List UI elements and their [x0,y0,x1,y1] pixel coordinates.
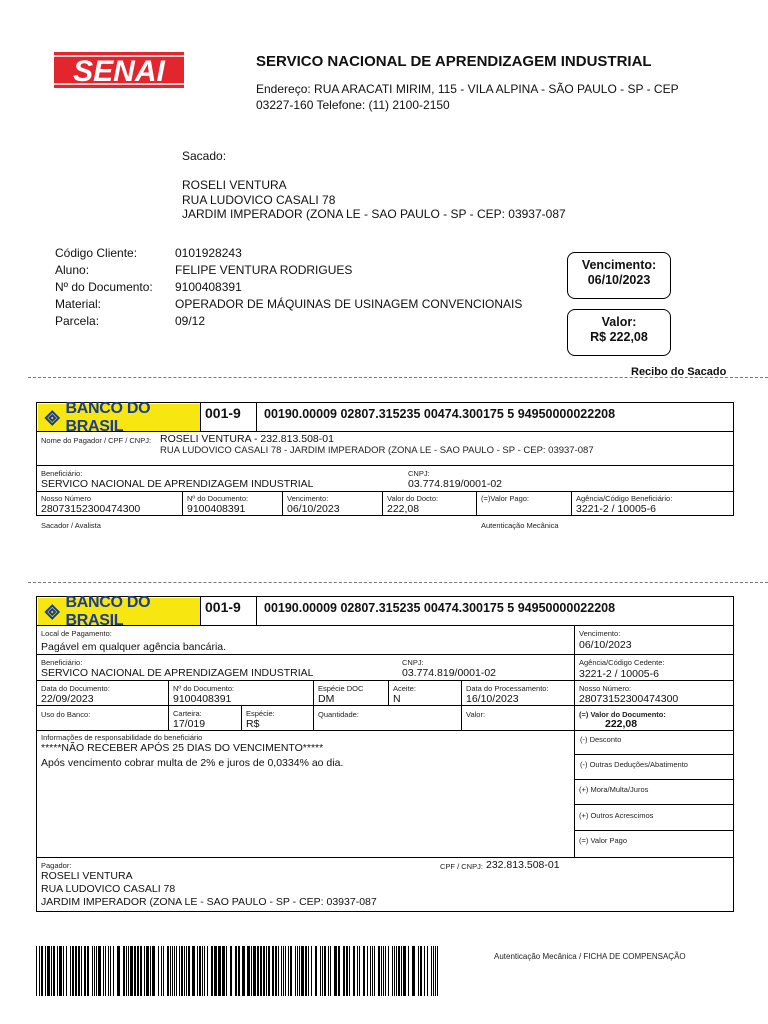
slip-valor-doc-label: (=) Valor do Documento: [579,710,666,719]
slip-local-pag-value: Pagável em qualquer agência bancária. [41,641,227,653]
slip-beneficiario-label: Beneficiário: [41,658,83,667]
detail-value: 09/12 [175,314,206,328]
receipt-vencimento-value: 06/10/2023 [287,503,340,515]
slip-vencimento-label: Vencimento: [579,629,621,638]
bank-logo-name: BANCO DO BRASIL [65,399,151,435]
slip-valor-pago-label: (=) Valor Pago [579,836,628,845]
receipt-nosso-numero-label: Nosso Número [41,494,92,503]
receipt-beneficiario-label: Beneficiário: [41,469,83,478]
receipt-valor-doc-value: 222,08 [387,503,420,515]
detail-value: 0101928243 [175,246,242,260]
slip-valor-label: Valor: [466,710,486,719]
bank-logo-icon [44,409,61,427]
detail-value: FELIPE VENTURA RODRIGUES [175,263,353,277]
receipt-pagador-label: Nome do Pagador / CPF / CNPJ: [41,436,152,445]
receipt-valor-pago-label: (=)Valor Pago: [481,494,530,503]
slip-cpf-value: 232.813.508-01 [486,859,560,871]
org-name: SERVICO NACIONAL DE APRENDIZAGEM INDUSTRIAL [256,53,652,70]
receipt-agencia-label: Agência/Código Beneficiário: [576,494,673,503]
bank-logo [38,399,200,435]
receipt-sacador-label: Sacador / Avalista [41,521,101,530]
sacado-street: RUA LUDOVICO CASALI 78 [182,193,336,207]
vencimento-box-value: 06/10/2023 [587,273,651,287]
receipt-num-doc-label: Nº do Documento: [187,494,249,503]
cut-line [28,582,768,583]
bank-logo [38,593,200,629]
digitable-line: 00190.00009 02807.315235 00474.300175 5 94950000022208 [264,407,616,421]
divider [36,491,734,492]
slip-num-doc-value: 9100408391 [173,693,232,705]
slip-carteira-value: 17/019 [173,718,206,730]
divider [36,705,734,706]
slip-pagador-name: ROSELI VENTURA [41,870,133,882]
divider [571,491,572,516]
bank-logo-name: BANCO DO BRASIL [65,593,151,629]
divider [36,431,734,432]
divider [200,596,201,625]
slip-footer-label: Autenticação Mecânica / FICHA DE COMPENSAÇÃO [494,952,686,961]
recibo-label: Recibo do Sacado [631,366,727,378]
slip-vencimento-value: 06/10/2023 [579,639,632,651]
divider [313,705,314,730]
divider [36,857,734,858]
detail-label: Nº do Documento: [55,280,153,294]
valor-box [567,309,671,356]
sacado-label: Sacado: [182,149,227,163]
bank-code: 001-9 [205,599,241,615]
slip-beneficiario-value: SERVICO NACIONAL DE APRENDIZAGEM INDUSTRIAL [41,667,314,679]
slip-aceite-value: N [393,693,401,705]
divider [382,491,383,516]
slip-desconto-label: (-) Desconto [580,735,622,744]
vencimento-box [567,252,671,299]
detail-value: 9100408391 [175,280,242,294]
slip-agencia-label: Agência/Código Cedente: [579,658,665,667]
slip-especie-doc-label: Espécie DOC [318,684,364,693]
receipt-cnpj-value: 03.774.819/0001-02 [408,478,503,490]
detail-label: Aluno: [55,263,90,277]
divider [241,705,242,730]
sacado-name: ROSELI VENTURA [182,178,287,192]
slip-outras-deducoes-label: (-) Outras Deduções/Abatimento [580,760,688,769]
slip-uso-banco-label: Uso do Banco: [41,710,91,719]
divider [574,754,734,755]
receipt-pagador-line2: RUA LUDOVICO CASALI 78 - JARDIM IMPERADOR (ZONA LE - SAO PAULO - SP - CEP: 03937-087 [160,445,594,456]
divider [36,730,734,731]
slip-cnpj-label: CNPJ: [402,658,424,667]
slip-carteira-label: Carteira: [173,709,202,718]
divider [256,402,257,431]
vencimento-box-label: Vencimento: [581,258,657,272]
detail-label: Código Cliente: [55,246,138,260]
slip-local-pag-label: Local de Pagamento: [41,629,112,638]
slip-info-line2: Após vencimento cobrar multa de 2% e juros de 0,0334% ao dia. [41,757,344,769]
detail-label: Parcela: [55,314,100,328]
divider [313,680,314,705]
slip-aceite-label: Aceite: [393,684,416,693]
receipt-pagador-line1: ROSELI VENTURA - 232.813.508-01 [160,433,334,445]
senai-logo [54,52,184,88]
receipt-beneficiario-value: SERVICO NACIONAL DE APRENDIZAGEM INDUSTRIAL [41,478,314,490]
divider [574,804,734,805]
slip-especie-doc-value: DM [318,693,335,705]
slip-mora-label: (+) Mora/Multa/Juros [579,785,649,794]
divider [200,402,201,431]
slip-pagador-street: RUA LUDOVICO CASALI 78 [41,883,176,895]
slip-pagador-label: Pagador: [41,861,72,870]
valor-box-value: R$ 222,08 [590,330,648,344]
sacado-city: JARDIM IMPERADOR (ZONA LE - SAO PAULO - SP - CEP: 03937-087 [182,207,566,221]
slip-agencia-value: 3221-2 / 10005-6 [579,668,659,680]
divider [574,830,734,831]
receipt-nosso-numero-value: 28073152300474300 [41,503,141,515]
digitable-line: 00190.00009 02807.315235 00474.300175 5 94950000022208 [264,601,616,615]
slip-quantidade-label: Quantidade: [318,710,359,719]
receipt-autenticacao-label: Autenticação Mecânica [481,521,559,530]
divider [388,680,389,705]
divider [36,465,734,466]
slip-cpf-label: CPF / CNPJ: [440,862,483,871]
slip-valor-doc-value: 222,08 [605,718,638,730]
barcode [36,946,440,996]
divider [182,491,183,516]
receipt-vencimento-label: Vencimento: [287,494,329,503]
slip-especie-label: Espécie: [246,709,275,718]
org-address-line2: 03227-160 Telefone: (11) 2100-2150 [256,98,450,112]
slip-nosso-numero-value: 28073152300474300 [579,693,679,705]
detail-value: OPERADOR DE MÁQUINAS DE USINAGEM CONVENCIONAIS [175,297,523,311]
divider [36,654,734,655]
slip-info-label: Informações de responsabilidade do beneficiário [41,733,203,742]
bank-code: 001-9 [205,405,241,421]
divider [476,491,477,516]
receipt-valor-doc-label: Valor do Docto: [387,494,439,503]
slip-especie-value: R$ [246,718,260,730]
slip-data-doc-label: Data do Documento: [41,684,110,693]
slip-cnpj-value: 03.774.819/0001-02 [402,667,497,679]
slip-info-line1: *****NÃO RECEBER APÓS 25 DIAS DO VENCIMENTO***** [41,742,324,754]
slip-data-proc-value: 16/10/2023 [466,693,519,705]
receipt-cnpj-label: CNPJ: [408,469,430,478]
svg-text:SENAI: SENAI [73,55,165,88]
slip-data-doc-value: 22/09/2023 [41,693,94,705]
divider [256,596,257,625]
slip-num-doc-label: Nº do Documento: [173,684,235,693]
slip-data-proc-label: Data do Processamento: [466,684,549,693]
slip-pagador-city: JARDIM IMPERADOR (ZONA LE - SAO PAULO - SP - CEP: 03937-087 [41,896,377,908]
receipt-agencia-value: 3221-2 / 10005-6 [576,503,656,515]
slip-nosso-numero-label: Nosso Número: [579,684,632,693]
detail-label: Material: [55,297,102,311]
valor-box-label: Valor: [601,315,637,329]
divider [574,625,575,857]
org-address-line1: Endereço: RUA ARACATI MIRIM, 115 - VILA ALPINA - SÃO PAULO - SP - CEP [256,82,679,96]
bank-logo-icon [44,603,61,621]
divider [574,779,734,780]
slip-outros-acrescimos-label: (+) Outros Acrescimos [579,811,654,820]
divider [36,680,734,681]
divider [36,625,734,626]
divider [282,491,283,516]
receipt-num-doc-value: 9100408391 [187,503,246,515]
